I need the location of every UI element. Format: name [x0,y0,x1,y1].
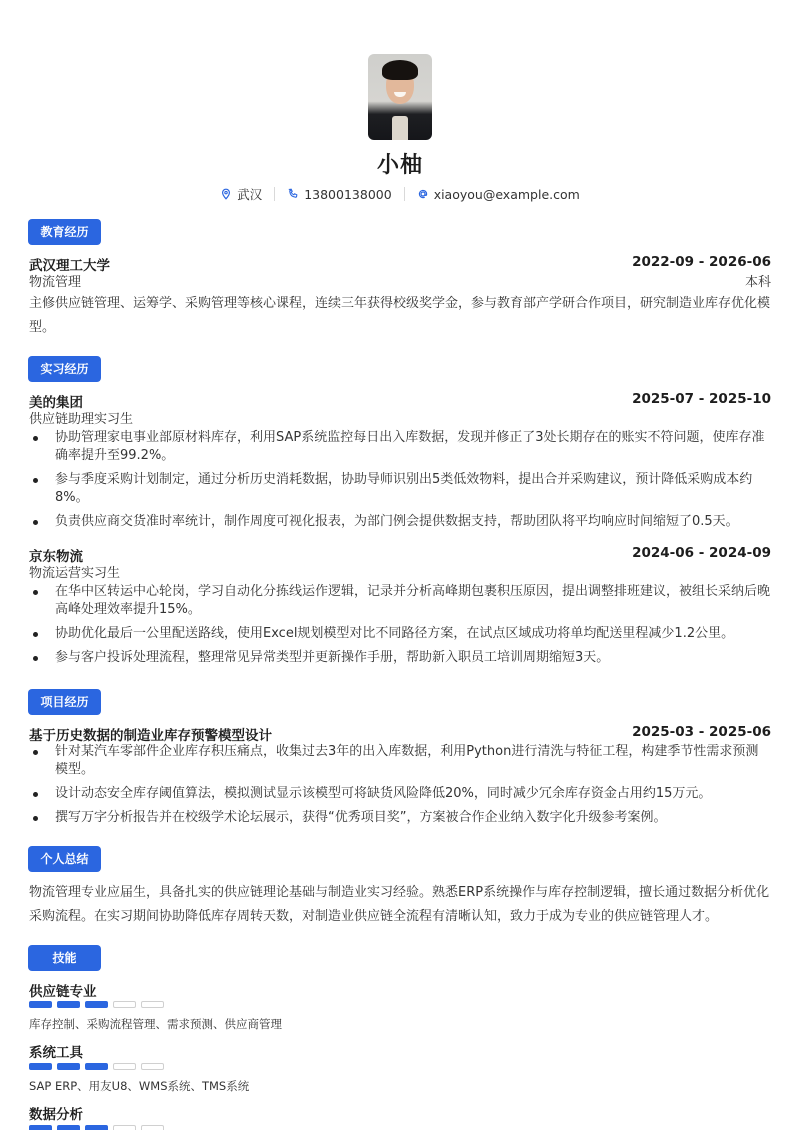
skill-name: 供应链专业 [29,984,97,1000]
school-name: 武汉理工大学 [29,258,110,274]
degree: 本科 [744,275,771,290]
section-title-summary: 个人总结 [28,846,101,872]
education-date: 2022-09 - 2026-06 [632,254,771,270]
internship-entry-sub [29,408,771,427]
skill-name: 数据分析 [29,1107,83,1123]
bullet-item: 撰写万字分析报告并在校级学术论坛展示，获得“优秀项目奖”，方案被合作企业纳入数字化升级参考案例。 [29,809,771,827]
project-date: 2025-03 - 2025-06 [632,724,771,740]
company-name: 京东物流 [29,549,83,565]
bullet-item: 协助优化最后一公里配送路线，使用Excel规划模型对比不同路径方案，在试点区域成功将单均配送里程减少1.2公里。 [29,625,771,643]
candidate-name: 小柚 [376,153,423,178]
section-title-skills: 技能 [28,945,101,971]
skill-name: 系统工具 [29,1045,83,1061]
summary-text: 物流管理专业应届生，具备扎实的供应链理论基础与制造业实习经验。熟悉ERP系统操作与库存控制逻辑，擅长通过数据分析优化采购流程。在实习期间协助降低库存周转天数，对制造业供应链全流程有清晰认知，致力于成为专业的供应链管理人才。 [29,885,770,924]
contact-location [220,185,262,203]
section-title-projects: 项目经历 [28,689,101,715]
contact-phone [287,187,391,202]
education-entry-sub [29,271,771,290]
bullet-item: 参与季度采购计划制定，通过分析历史消耗数据，协助导师识别出5类低效物料，提出合并采购建议，预计降低采购成本约8%。 [29,471,771,507]
internship-bullets [29,429,771,537]
education-description: 主修供应链管理、运筹学、采购管理等核心课程，连续三年获得校级奖学金，参与教育部产学研合作项目，研究制造业库存优化模型。 [29,296,771,335]
resume-header [0,54,800,203]
internship-bullets [29,583,771,673]
role: 供应链助理实习生 [29,412,134,427]
skill-level-bar [29,1063,164,1070]
avatar [368,54,432,140]
project-entry-header [29,724,771,744]
bullet-item: 设计动态安全库存阈值算法，模拟测试显示该模型可将缺货风险降低20%，同时减少冗余库存资金占用约15万元。 [29,785,771,803]
role: 物流运营实习生 [29,566,121,581]
company-name: 美的集团 [29,395,83,411]
bullet-item: 参与客户投诉处理流程，整理常见异常类型并更新操作手册，帮助新入职员工培训周期缩短3天。 [29,649,771,667]
skill-level-bar [29,1001,164,1008]
bullet-item: 在华中区转运中心轮岗，学习自动化分拣线运作逻辑，记录并分析高峰期包裹积压原因，提出调整排班建议，被组长采纳后晚高峰处理效率提升15%。 [29,583,771,619]
internship-entry-sub [29,562,771,581]
major: 物流管理 [29,275,82,290]
skill-description: 库存控制、采购流程管理、需求预测、供应商管理 [29,1017,282,1031]
phone-text: 13800138000 [304,186,392,202]
project-bullets [29,743,771,833]
section-title-education: 教育经历 [28,219,101,245]
phone-icon [287,188,299,200]
bullet-item: 负责供应商交货准时率统计，制作周度可视化报表，为部门例会提供数据支持，帮助团队将平均响应时间缩短了0.5天。 [29,513,771,531]
contact-info [0,185,800,203]
skill-level-bar [29,1125,164,1130]
divider [274,187,275,201]
internship-date: 2025-07 - 2025-10 [632,391,771,407]
bullet-item: 协助管理家电事业部原材料库存，利用SAP系统监控每日出入库数据，发现并修正了3处长期存在的账实不符问题，使库存准确率提升至99.2%。 [29,429,771,465]
internship-date: 2024-06 - 2024-09 [632,545,771,561]
skill-description: SAP ERP、用友U8、WMS系统、TMS系统 [29,1079,250,1093]
at-sign-icon [417,188,429,200]
bullet-item: 针对某汽车零部件企业库存积压痛点，收集过去3年的出入库数据，利用Python进行清洗与特征工程，构建季节性需求预测模型。 [29,743,771,779]
location-pin-icon [220,188,232,200]
contact-email[interactable] [417,187,580,202]
project-name: 基于历史数据的制造业库存预警模型设计 [29,728,272,744]
location-text: 武汉 [237,187,263,202]
section-title-internships: 实习经历 [28,356,101,382]
divider [404,187,405,201]
email-text[interactable]: xiaoyou@example.com [433,186,580,202]
